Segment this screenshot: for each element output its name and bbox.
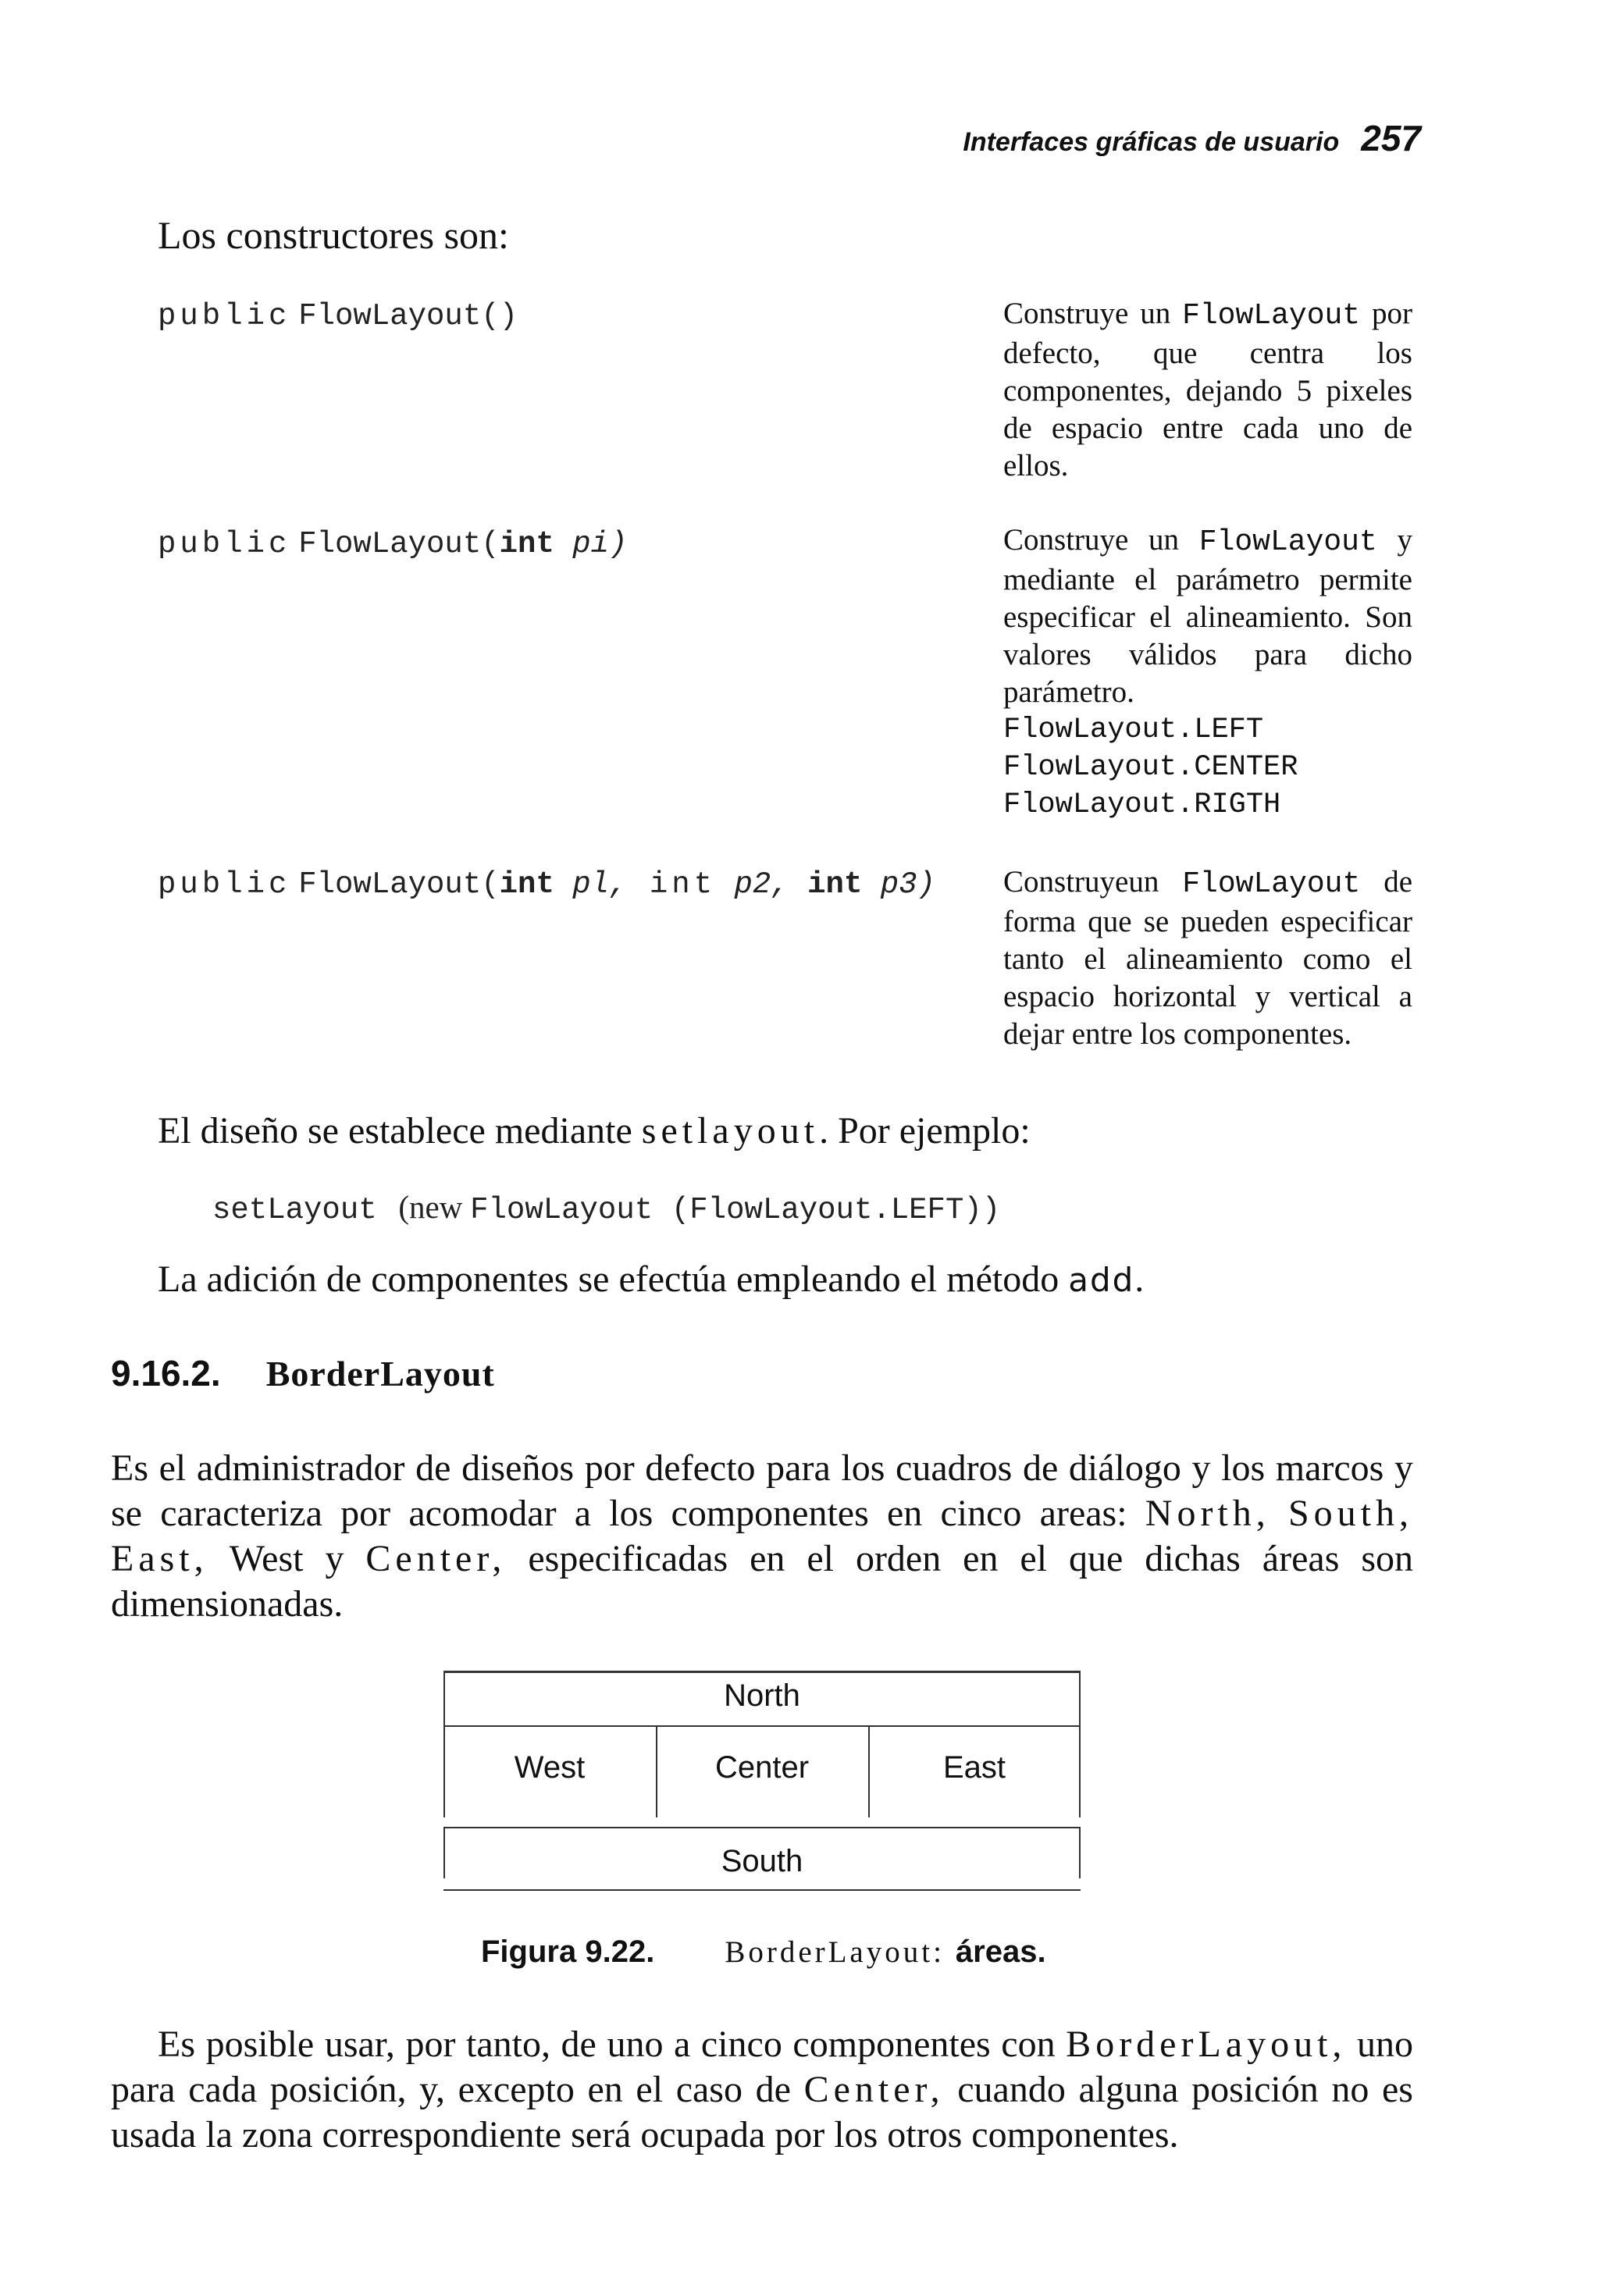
constructor-description <box>1003 863 1412 1053</box>
inline-code: setlayout <box>641 1110 820 1152</box>
diagram-line <box>443 1889 1081 1891</box>
keyword: public <box>158 867 291 902</box>
class-name: FlowLayout( <box>298 867 500 902</box>
inline-code: South, <box>1287 1493 1414 1534</box>
code-token: (new <box>398 1189 463 1225</box>
para-text: uno para cada posición, y, excepto en el caso de <box>111 2024 1414 2110</box>
diagram-line <box>443 1725 1081 1727</box>
constructor-description <box>1003 521 1412 824</box>
desc-code: FlowLayout <box>1182 867 1361 901</box>
desc-code: FlowLayout <box>1198 525 1377 559</box>
type-int: int <box>627 867 717 902</box>
west-area: West <box>514 1750 586 1785</box>
section-number: 9.16.2. <box>111 1353 221 1394</box>
borderlayout-paragraph <box>111 1446 1413 1627</box>
keyword: public <box>158 527 291 561</box>
code-token: (FlowLayout.LEFT)) <box>671 1193 1001 1227</box>
para-text: La adición de componentes se efectúa empleando el método <box>158 1258 1069 1300</box>
south-area: South <box>721 1844 803 1878</box>
code-token: setLayout <box>212 1193 377 1227</box>
inline-code: West <box>229 1538 304 1579</box>
para-text: . Por ejemplo: <box>819 1110 1031 1152</box>
inline-code: add <box>1068 1261 1135 1299</box>
example-code <box>212 1188 1000 1227</box>
class-name: FlowLayout( <box>298 527 500 561</box>
inline-code: North, <box>1145 1493 1270 1534</box>
set-layout-paragraph <box>158 1109 1031 1154</box>
north-area: North <box>724 1678 800 1713</box>
desc-code: FlowLayout <box>1182 299 1361 333</box>
para-text: Es el administrador de diseños por defecto para los cuadros de diálogo y los marcos y se caracteriza por acomodar a los componentes en cinco areas: <box>111 1447 1413 1534</box>
constructor-signature <box>158 525 627 561</box>
para-text: . <box>1134 1258 1145 1300</box>
inline-code: Center, <box>803 2069 945 2110</box>
value-left: FlowLayout.LEFT <box>1003 714 1264 746</box>
desc-text: Construye un <box>1003 297 1183 330</box>
constructor-signature <box>158 865 935 902</box>
final-paragraph <box>111 2022 1413 2158</box>
east-area: East <box>942 1750 1006 1785</box>
intro-text: Los constructores son: <box>158 213 509 257</box>
caption-text: áreas. <box>955 1935 1046 1969</box>
figure-caption <box>481 1935 1046 1970</box>
type-int: int <box>499 867 554 902</box>
inline-code: Center, <box>365 1538 507 1579</box>
caption-class: BorderLayout: <box>725 1935 945 1969</box>
param: pl, <box>554 867 628 902</box>
desc-text: Construye un <box>1003 523 1199 557</box>
para-text: Es posible usar, por tanto, de uno a cinco componentes con <box>158 2024 1067 2065</box>
diagram-line <box>443 1827 1081 1828</box>
running-title: Interfaces gráficas de usuario <box>963 127 1340 157</box>
value-right: FlowLayout.RIGTH <box>1003 788 1281 821</box>
constructor-signature <box>158 297 518 333</box>
param: p2, <box>716 867 789 902</box>
section-title: BorderLayout <box>265 1354 495 1394</box>
inline-code: BorderLayout, <box>1066 2024 1347 2065</box>
param: p3) <box>862 867 935 902</box>
page-number: 257 <box>1361 118 1421 158</box>
type-int: int <box>499 527 554 561</box>
borderlayout-diagram <box>443 1671 1084 1893</box>
inline-code: East, <box>111 1538 208 1579</box>
desc-text: por defecto, que centra los componentes, dejando 5 pixeles de espacio entre cada uno de ellos. <box>1003 297 1412 482</box>
class-name: FlowLayout() <box>298 299 518 333</box>
type-int: int <box>789 867 863 902</box>
constructor-description <box>1003 295 1412 485</box>
para-text: y <box>303 1538 366 1579</box>
add-paragraph <box>158 1257 1144 1303</box>
section-heading <box>111 1352 495 1394</box>
desc-text: y mediante el parámetro permite especificar el alineamiento. Son valores válidos para dicho parámetro. <box>1003 523 1413 709</box>
para-text: cuando alguna posición no es usada la zona correspondiente será ocupada por los otros componentes. <box>111 2069 1413 2155</box>
value-center: FlowLayout.CENTER <box>1003 751 1298 784</box>
para-text: especificadas en el orden en el que dichas áreas son dimensionadas. <box>111 1538 1413 1625</box>
keyword: public <box>158 299 291 333</box>
code-token: FlowLayout <box>470 1193 653 1227</box>
diagram-line <box>443 1671 1081 1673</box>
para-text: El diseño se establece mediante <box>158 1110 642 1152</box>
caption-number: Figura 9.22. <box>481 1935 655 1969</box>
desc-text: Construyeun <box>1003 865 1183 899</box>
running-head <box>921 117 1421 159</box>
desc-text: de forma que se pueden especificar tanto el alineamiento como el espacio horizontal y vertical a dejar entre los componentes. <box>1003 865 1412 1051</box>
param: pi) <box>554 527 628 561</box>
center-area: Center <box>714 1750 810 1785</box>
